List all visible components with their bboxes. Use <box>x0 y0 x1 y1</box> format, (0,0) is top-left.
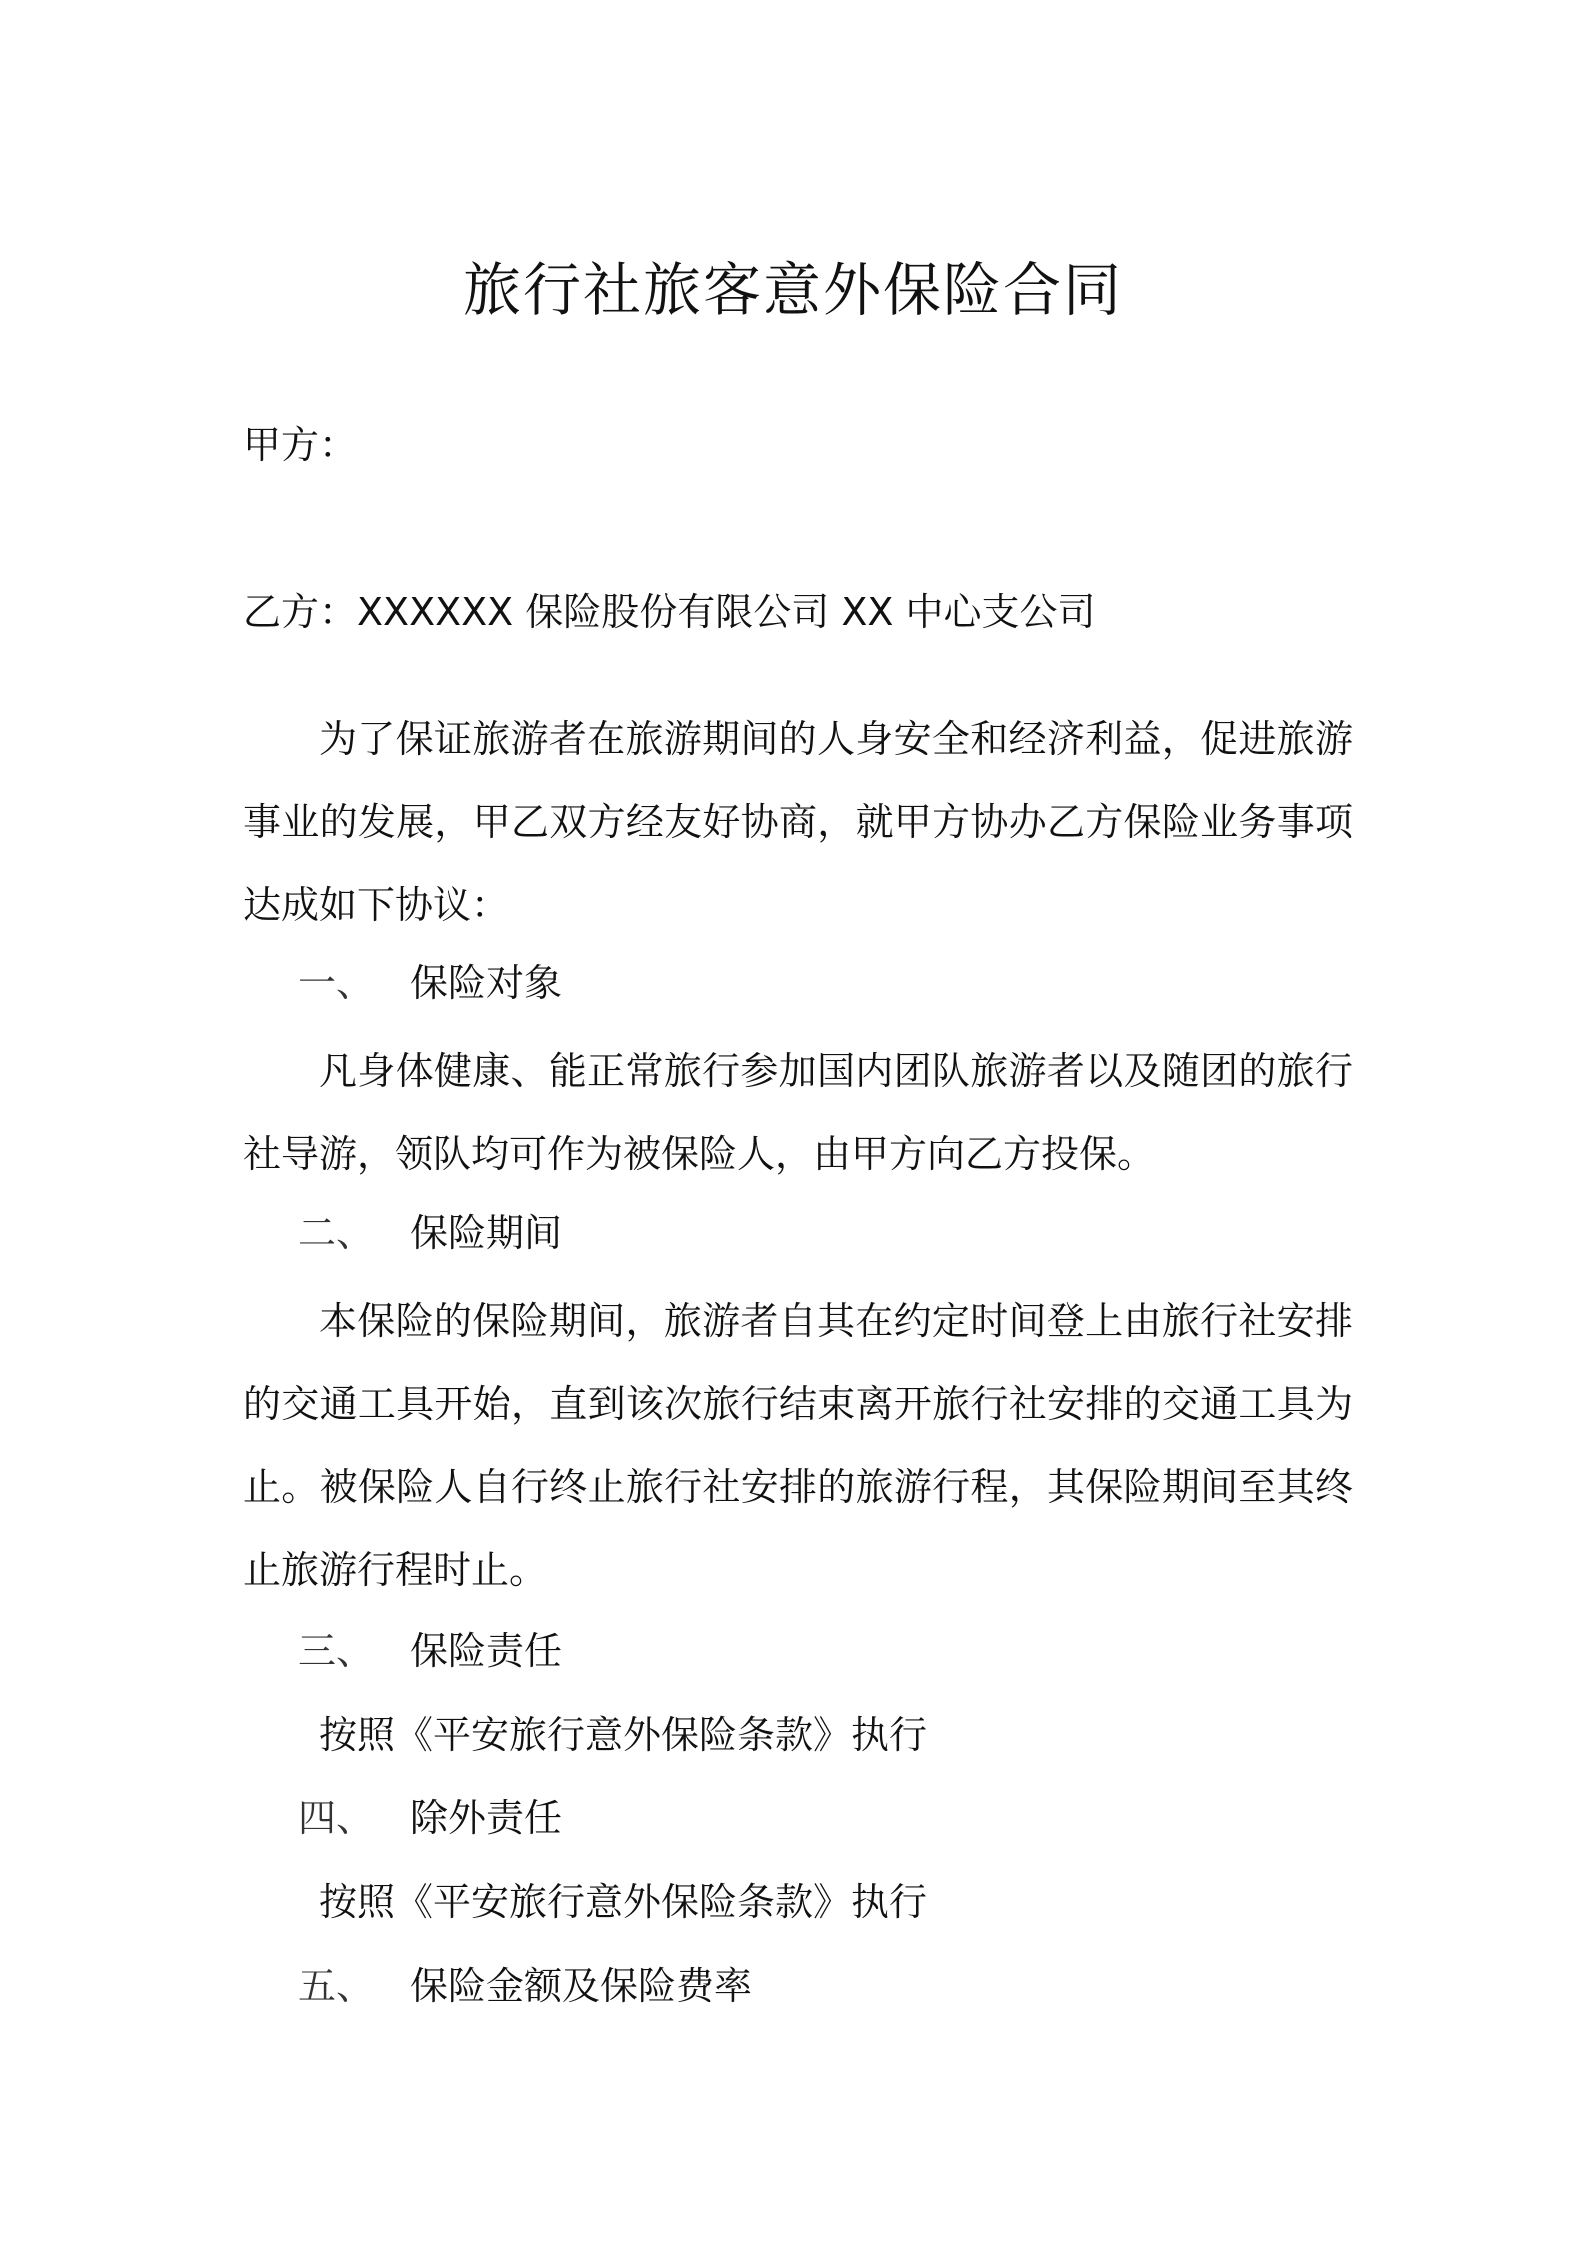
section-5-heading <box>298 1958 752 2014</box>
section-5-title: 保险金额及保险费率 <box>410 1964 753 2008</box>
section-2-heading <box>298 1205 562 1261</box>
section-4-title: 除外责任 <box>410 1796 563 1840</box>
section-2-body: 本保险的保险期间，旅游者自其在约定时间登上由旅行社安排的交通工具开始，直到该次旅行结束离开旅行社安排的交通工具为止。被保险人自行终止旅行社安排的旅游行程，其保险期间至其终止旅游行程时止。 <box>243 1299 1353 1592</box>
section-4-number: 四、 <box>298 1796 375 1840</box>
section-1-number: 一、 <box>298 961 375 1005</box>
section-3-heading <box>298 1623 562 1679</box>
section-3-title: 保险责任 <box>410 1629 563 1673</box>
section-2-number: 二、 <box>298 1211 375 1255</box>
section-3-body: 按照《平安旅行意外保险条款》执行 <box>319 1713 928 1757</box>
section-4-heading <box>298 1790 562 1846</box>
section-5-number: 五、 <box>298 1964 375 2008</box>
party-a-line: 甲方： <box>243 423 358 467</box>
intro-paragraph: 为了保证旅游者在旅游期间的人身安全和经济利益，促进旅游事业的发展，甲乙双方经友好协商，就甲方协办乙方保险业务事项达成如下协议： <box>243 717 1353 927</box>
section-3-number: 三、 <box>298 1629 375 1673</box>
section-2-title: 保险期间 <box>410 1211 563 1255</box>
party-b-line: 乙方：XXXXXX 保险股份有限公司 XX 中心支公司 <box>243 590 1096 634</box>
section-1-title: 保险对象 <box>410 961 563 1005</box>
document-title: 旅行社旅客意外保险合同 <box>462 256 1123 324</box>
section-1-heading <box>298 955 562 1011</box>
section-1-body: 凡身体健康、能正常旅行参加国内团队旅游者以及随团的旅行社导游，领队均可作为被保险人，由甲方向乙方投保。 <box>243 1049 1353 1176</box>
section-4-body: 按照《平安旅行意外保险条款》执行 <box>319 1880 928 1924</box>
